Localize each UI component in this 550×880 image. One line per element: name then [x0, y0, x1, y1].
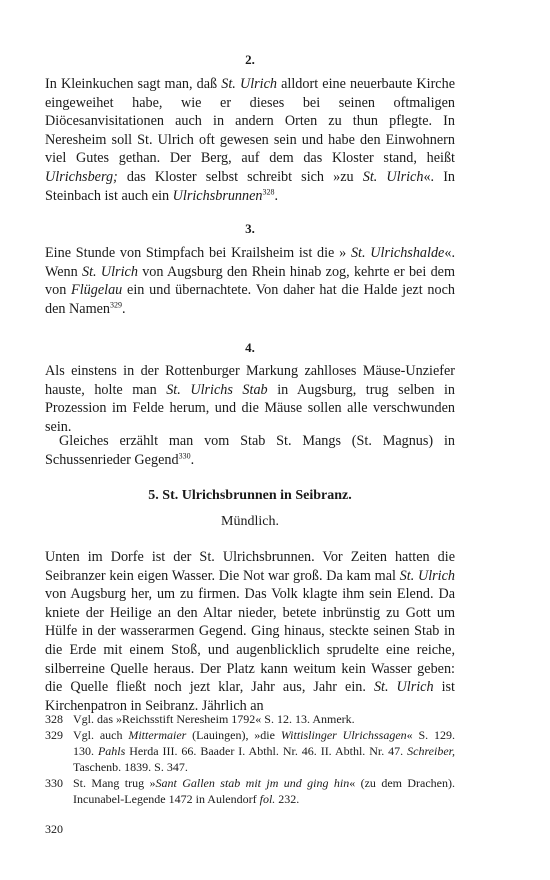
section-number-3: 3.	[245, 221, 255, 236]
footnote-ref-330[interactable]: 330	[178, 450, 191, 460]
section-5-heading: 5. St. Ulrichsbrunnen in Seibranz.	[148, 488, 352, 503]
section-number-4: 4.	[245, 340, 255, 355]
text: in Augsburg, trug selben in Prozession im Felde herum, und die Mäuse sollen alle verschwunden sein.	[45, 381, 455, 435]
footnote-ref-329[interactable]: 329	[110, 300, 123, 310]
text: Vgl. auch	[73, 728, 129, 742]
text: Taschenb. 1839. S. 347.	[73, 759, 188, 774]
text: Vgl. das »Reichsstift Neresheim 1792« S. 12. 13. Anmerk.	[73, 712, 355, 726]
italic-text: Wittislinger Ulrichssagen	[280, 728, 407, 742]
text: das Kloster selbst schreibt sich »zu	[117, 168, 363, 185]
paragraph-section-5	[45, 548, 455, 715]
italic-text: St. Ulrichs Stab	[166, 381, 268, 398]
paragraph-section-2	[45, 75, 455, 205]
italic-text: Pahls	[97, 743, 126, 758]
text: Gleiches erzählt man vom Stab St. Mangs (St. Magnus) in Schussenrieder Gegend	[45, 433, 455, 468]
italic-text: St. Ulrichshalde	[350, 245, 445, 261]
italic-text: St. Ulrich	[399, 567, 455, 584]
italic-text: St. Ulrich	[221, 76, 277, 92]
italic-text: Ulrichsbrunnen	[172, 187, 263, 204]
text: «. Wenn	[45, 245, 455, 280]
text: « (zu dem Drachen). Incunabel-Legende 1472 in Aulendorf	[73, 776, 455, 806]
text: In Kleinkuchen sagt man, daß	[45, 76, 222, 92]
footnote-329	[45, 728, 455, 775]
footnote-number: 330	[45, 776, 63, 790]
italic-text: St. Ulrich	[373, 679, 434, 696]
text: von Augsburg her, um zu firmen. Das Volk klagte ihm sein Elend. Da kniete der Heilige an den Altar nieder, betete inbrünstig zu Gott um Hülfe in der wasserarmen Gegend. Ging hinaus, steckte seinen Stab in die Erde mit einem Stoß, und augenblicklich sprudelte eine reiche, silberreine Quelle heraus. Der Platz kann weitum kein Wasser geben: die Quelle fließt noch jezt klar, Jahr aus, Jahr ein.	[45, 586, 455, 696]
paragraph-section-4-continued	[45, 432, 455, 469]
text: (Lauingen), »die	[186, 728, 281, 742]
footnote-330	[45, 776, 455, 808]
text: « S. 129. 130.	[73, 728, 456, 758]
text: St. Mang trug »	[73, 776, 156, 790]
text: von Augsburg den Rhein hinab zog, kehrte er bei dem von	[45, 263, 455, 299]
footnote-328	[45, 712, 455, 728]
italic-text: Flügelau	[71, 282, 123, 299]
text: 232.	[275, 791, 300, 806]
italic-text: fol.	[259, 791, 276, 806]
italic-text: Schreiber,	[407, 743, 456, 758]
italic-text: St. Ulrich	[82, 263, 138, 280]
italic-text: Ulrichsberg;	[45, 168, 118, 185]
section-number-2: 2.	[245, 52, 255, 67]
footnote-number: 328	[45, 712, 63, 726]
text: Unten im Dorfe ist der St. Ulrichsbrunnen. Vor Zeiten hatten die Seibranzer kein eigen Wasser. Die Not war groß. Da kam mal	[45, 549, 455, 584]
text: «. In Steinbach ist auch ein	[45, 168, 456, 204]
text: alldort eine neuerbaute Kirche eingeweihet habe, wie er dieses bei seinen oftmaligen Diöcesanvisitationen auch in andern Orten zu thun pflegte. In Neresheim soll St. Ulrich oft gewesen sein und habe den Einwohnern viel Gutes gethan. Der Berg, auf dem das Kloster stand, heißt	[45, 76, 455, 167]
text: .	[190, 451, 195, 468]
text: .	[274, 187, 279, 204]
text: Eine Stunde von Stimpfach bei Krailsheim ist die »	[45, 245, 351, 261]
text: ist Kirchenpatron in Seibranz. Jährlich an	[45, 679, 455, 714]
paragraph-section-3	[45, 244, 455, 318]
text: Als einstens in der Rottenburger Markung zahlloses Mäuse-Unziefer hauste, holte man	[45, 363, 455, 398]
text: .	[122, 300, 126, 317]
italic-text: Mittermaier	[128, 728, 187, 742]
italic-text: Sant Gallen stab mit jm und ging hin	[155, 776, 350, 790]
footnote-ref-328[interactable]: 328	[262, 186, 275, 196]
section-5-subheading: Mündlich.	[221, 514, 279, 529]
footnote-number: 329	[45, 728, 63, 742]
italic-text: St. Ulrich	[362, 168, 424, 185]
paragraph-section-4	[45, 362, 455, 436]
page-number: 320	[45, 822, 63, 836]
text: ein und übernachtete. Von daher hat die Halde jezt noch den Namen	[45, 282, 455, 317]
text: Herda III. 66. Baader I. Abthl. Nr. 46. II. Abthl. Nr. 47.	[125, 743, 408, 758]
